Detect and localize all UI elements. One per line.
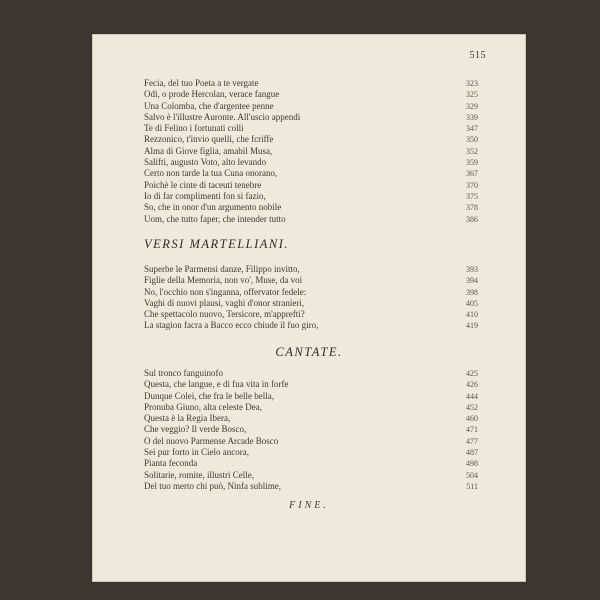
entry-incipit: Sei pur forto in Cielo ancora, [144,447,249,458]
index-entry [144,112,478,123]
index-list-poems [144,78,478,225]
entry-incipit: Del tuo merto chi può, Ninfa sublime, [144,480,281,491]
index-entry [144,146,478,157]
entry-incipit: Una Colomba, che d'argentee penne [144,100,274,111]
index-entry [144,287,478,298]
entry-page-number: 375 [466,191,478,201]
entry-incipit: Te di Felino i fortunati colli [144,123,244,134]
entry-incipit: Sul tronco fanguinofo [144,368,223,378]
index-entry [144,458,478,469]
entry-page-number: 504 [466,470,478,480]
entry-page-number: 398 [466,287,478,297]
entry-page-number: 370 [466,180,478,190]
entry-incipit: Salifti, augusto Voto, alto levando [144,157,267,168]
index-entry [144,368,478,379]
entry-page-number: 410 [466,310,478,320]
index-entry [144,309,478,320]
index-list-cantate [144,368,478,492]
entry-page-number: 405 [466,298,478,308]
index-entry [144,436,478,447]
entry-incipit: Certo non tarde la tua Cuna onorano, [144,168,278,179]
index-entry [144,214,478,225]
index-entry [144,402,478,413]
entry-incipit: Fecia, del tuo Poeta a te vergate [144,78,259,88]
index-entry [144,320,478,331]
index-entry [144,123,478,134]
entry-page-number: 444 [466,391,478,401]
entry-page-number: 378 [466,203,478,213]
index-entry [144,89,478,100]
index-entry [144,470,478,481]
entry-incipit: Superbe le Parmensi danze, Filippo invitto, [144,264,300,274]
book-page [92,34,526,582]
index-entry [144,180,478,191]
entry-incipit: Salvo è l'illustre Auronte. All'uscio appendi [144,111,301,122]
entry-page-number: 393 [466,265,478,274]
entry-incipit: Alma di Giove figlia, amabil Musa, [144,145,273,156]
entry-incipit: No, l'occhio non s'inganna, offervator fedele: [144,286,307,297]
entry-page-number: 425 [466,369,478,378]
entry-page-number: 452 [466,402,478,412]
entry-page-number: 347 [466,124,478,134]
entry-incipit: O del nuovo Parmense Arcade Bosco [144,435,279,446]
entry-incipit: Io di far complimenti fon si fazio, [144,190,266,201]
entry-incipit: Uom, che tutto faper, che intender tutto [144,213,286,224]
entry-page-number: 339 [466,112,478,122]
entry-page-number: 352 [466,146,478,156]
index-list-versi-martelliani [144,264,478,332]
entry-page-number: 367 [466,169,478,179]
entry-incipit: Odi, o prode Hercolan, verace fangue [144,89,280,100]
entry-incipit: So, che in onor d'un argumento nobile [144,202,282,213]
entry-page-number: 359 [466,158,478,168]
index-entry [144,481,478,492]
entry-page-number: 386 [466,214,478,224]
index-entry [144,134,478,145]
entry-incipit: Pronuba Giuno, alta celeste Dea, [144,401,262,412]
entry-page-number: 471 [466,425,478,435]
index-entry [144,413,478,424]
fine-label: FINE. [289,500,329,511]
entry-incipit: Che veggio? Il verde Bosco, [144,424,247,435]
entry-page-number: 477 [466,436,478,446]
entry-incipit: Questa, che langue, e di fua vita in forfe [144,379,289,390]
entry-page-number: 460 [466,414,478,424]
entry-incipit: Vaghi di nuovi plausi, vaghi d'onor stranieri, [144,297,305,308]
entry-page-number: 323 [466,79,478,88]
entry-incipit: Dunque Colei, che fra le belle bella, [144,390,274,401]
page-number: 515 [469,50,486,61]
section-heading-versi-martelliani: VERSI MARTELLIANI. [144,237,290,251]
entry-page-number: 329 [466,101,478,111]
entry-incipit: Poichè le cinte di taceuti tenebre [144,179,262,190]
entry-incipit: Questa è la Regia Ibera, [144,413,231,424]
entry-page-number: 426 [466,380,478,390]
entry-page-number: 498 [466,459,478,469]
entry-page-number: 325 [466,90,478,100]
index-entry [144,447,478,458]
index-entry [144,168,478,179]
index-entry [144,191,478,202]
index-entry [144,101,478,112]
index-entry [144,391,478,402]
index-entry [144,157,478,168]
entry-incipit: Solitarie, romite, illustri Celle, [144,469,254,480]
index-entry [144,78,478,89]
index-entry [144,202,478,213]
entry-incipit: Pianta feconda [144,458,198,469]
entry-incipit: La stagion facra a Bacco ecco chiude il fuo giro, [144,320,319,331]
index-entry [144,424,478,435]
index-entry [144,379,478,390]
section-heading-cantate: CANTATE. [275,345,343,359]
entry-incipit: Che spettacolo nuovo, Tersicore, m'apprefti? [144,309,305,320]
index-entry [144,275,478,286]
entry-incipit: Figlie della Memoria, non vo', Muse, da voi [144,275,303,286]
entry-page-number: 419 [466,321,478,331]
index-entry [144,264,478,275]
entry-page-number: 394 [466,276,478,286]
entry-page-number: 350 [466,135,478,145]
entry-incipit: Rezzonico, t'invio quelli, che fcriffe [144,134,274,145]
entry-page-number: 487 [466,448,478,458]
entry-page-number: 511 [466,481,478,491]
index-entry [144,298,478,309]
